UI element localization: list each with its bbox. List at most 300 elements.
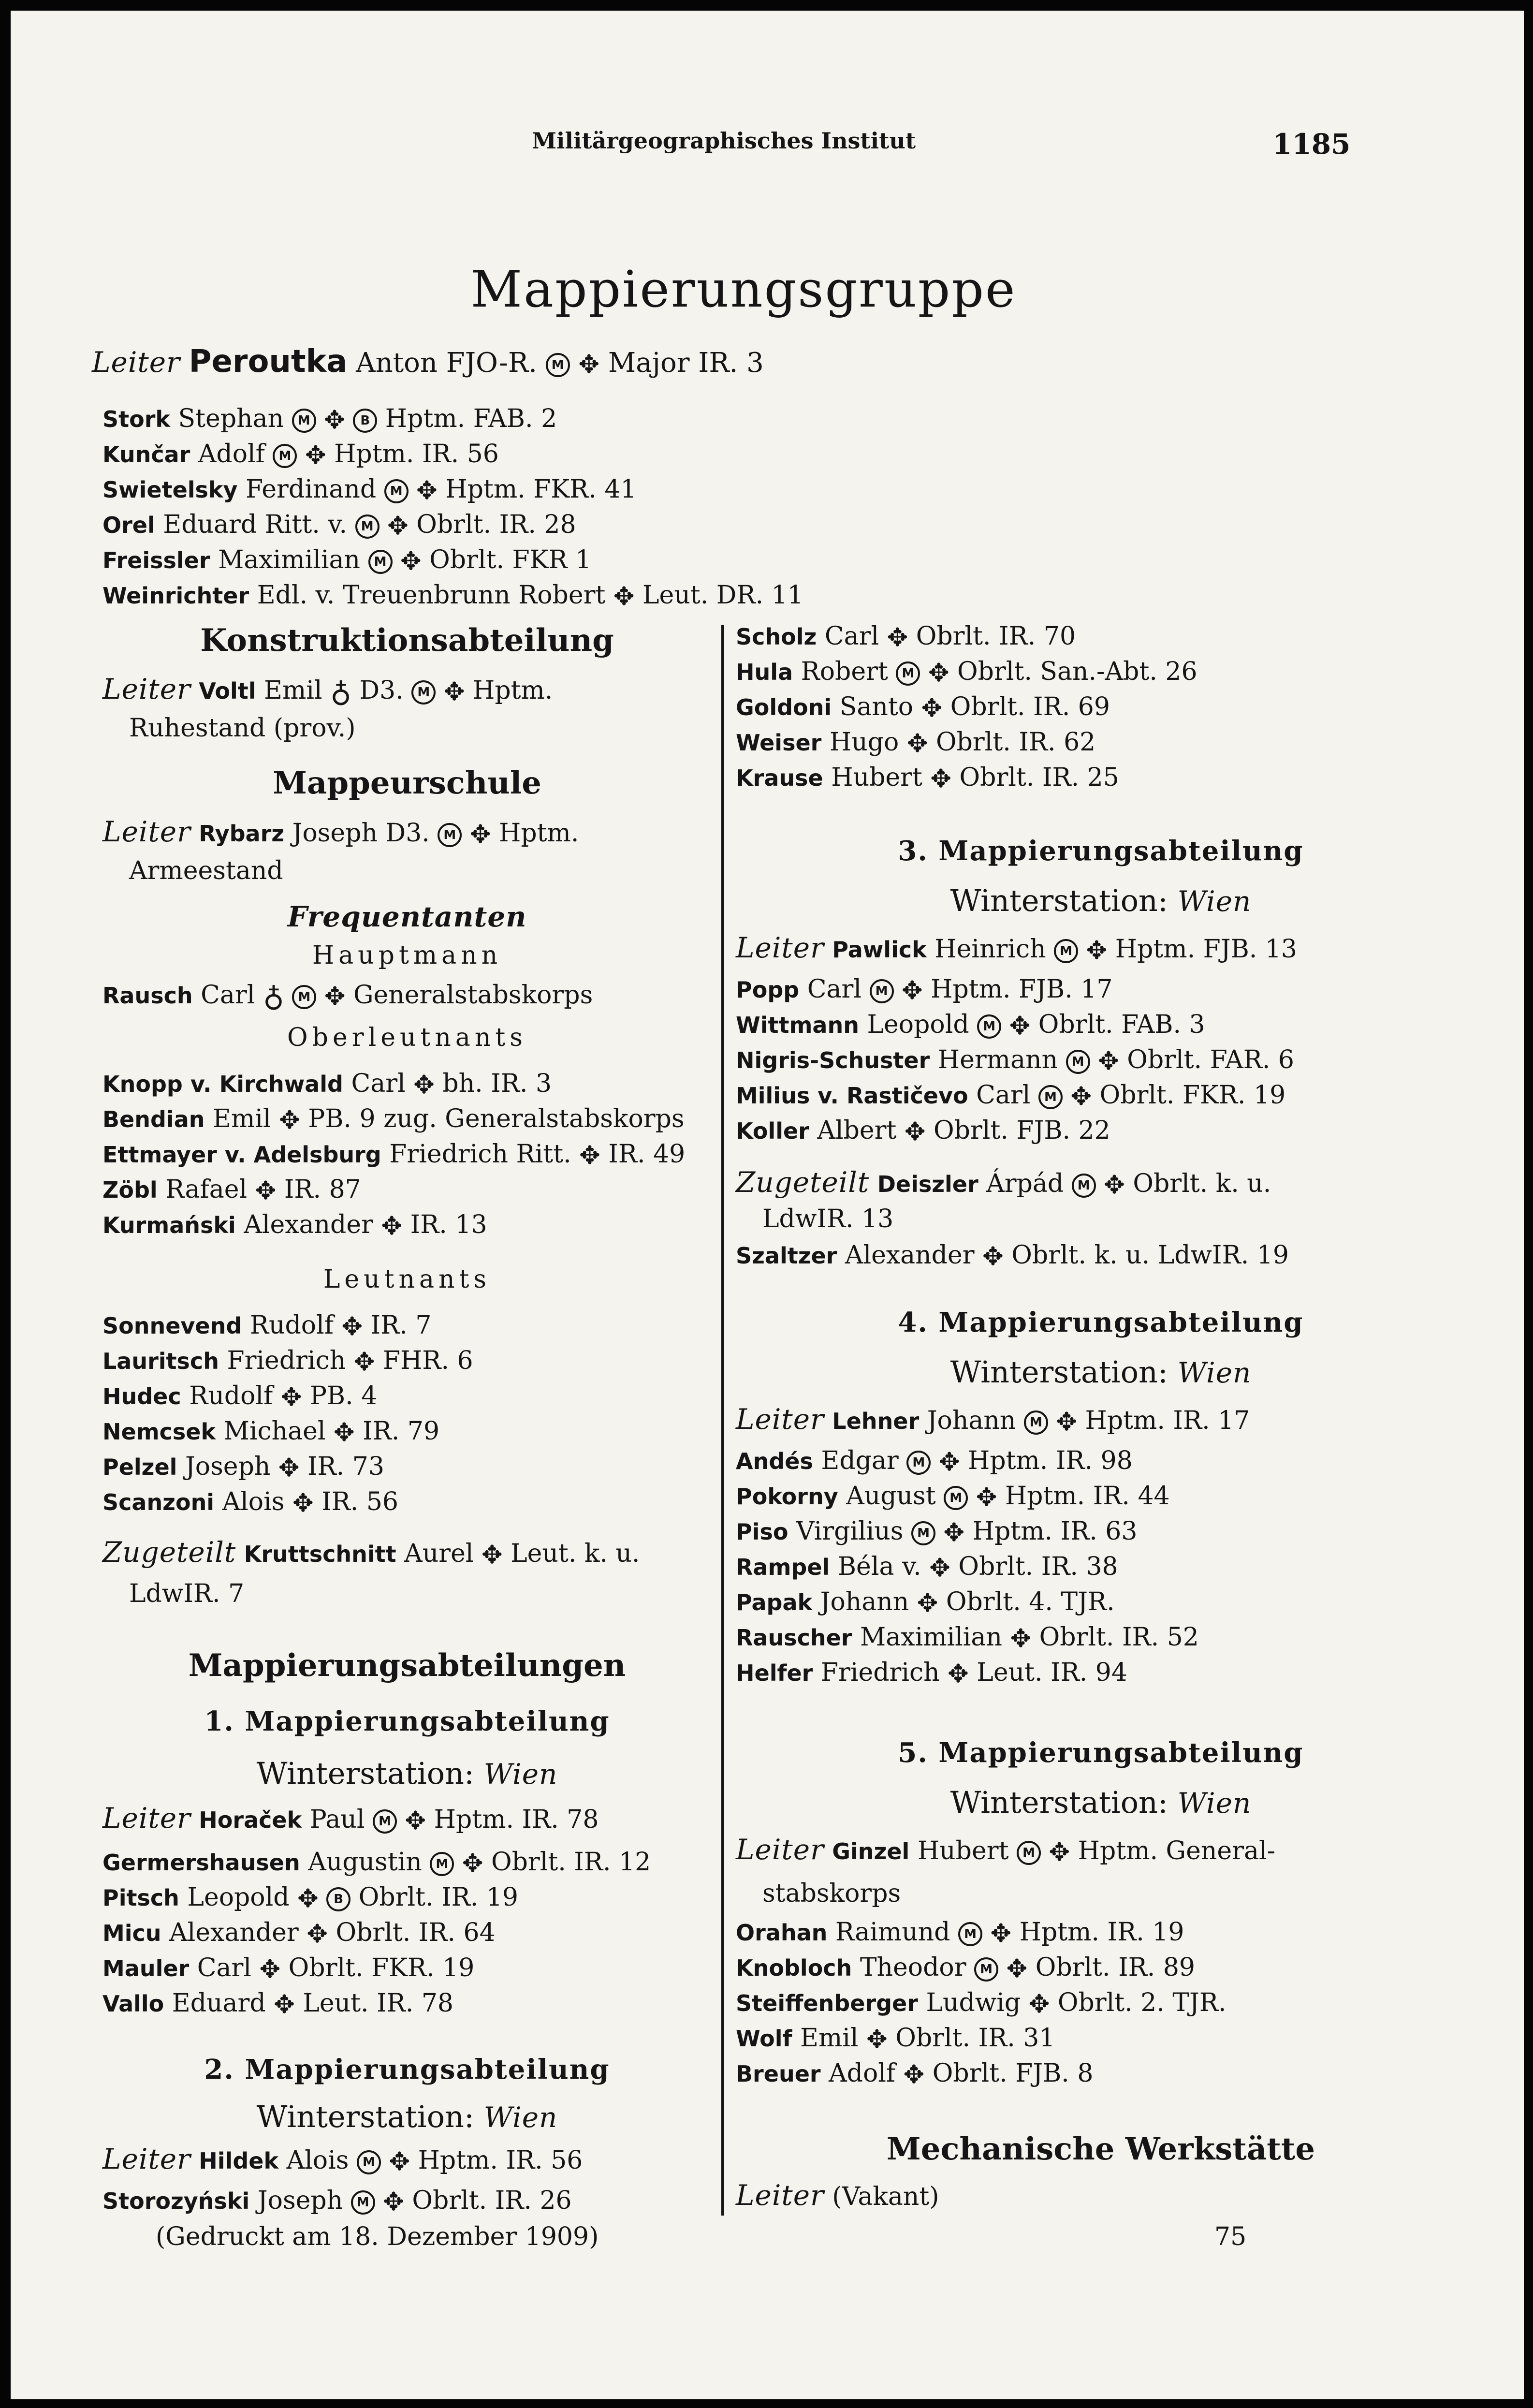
- member-row: [102, 1382, 377, 1412]
- first-name: Hubert: [917, 1836, 1009, 1865]
- first-name: Edgar: [821, 1446, 899, 1475]
- surname: Hildek: [199, 2148, 279, 2174]
- first-name: Rudolf: [249, 1311, 334, 1340]
- rank: Leut. IR. 94: [977, 1658, 1127, 1687]
- surname: Kurmański: [102, 1212, 236, 1238]
- surname: Nigris-Schuster: [736, 1047, 930, 1073]
- first-name: Virgilius: [796, 1517, 904, 1546]
- winter-label: Winterstation:: [950, 883, 1168, 918]
- m-icon: M: [977, 1014, 1001, 1039]
- cross-icon: ✥: [279, 1105, 300, 1135]
- cross-icon: ✥: [324, 405, 345, 435]
- surname: Rauscher: [736, 1625, 852, 1651]
- cross-icon: ✥: [341, 1312, 363, 1341]
- surname: Krause: [736, 765, 823, 791]
- cross-icon: ✥: [1006, 1954, 1028, 1983]
- first-name: Friedrich Ritt.: [389, 1140, 571, 1169]
- m-icon: M: [411, 680, 436, 705]
- surname: Piso: [736, 1519, 788, 1545]
- cross-icon: ✥: [613, 582, 635, 611]
- member-row: [736, 658, 1197, 688]
- first-name: Alois: [222, 1487, 285, 1516]
- first-name: Johann: [820, 1587, 909, 1616]
- cross-icon: ✥: [578, 350, 600, 379]
- member-row: [102, 581, 803, 611]
- first-name: Joseph: [257, 2186, 343, 2215]
- cross-icon: ✥: [902, 976, 923, 1005]
- member-row: [736, 1116, 1110, 1146]
- first-name: Johann: [927, 1406, 1016, 1435]
- section-heading: [736, 835, 1466, 867]
- continuation-row: [129, 714, 356, 743]
- first-name: Adolf: [829, 2059, 896, 2088]
- cross-icon: ✥: [383, 2187, 404, 2217]
- role-label: Zugeteilt: [736, 1166, 870, 1199]
- member-row: [736, 2024, 1055, 2054]
- leader-row: [736, 1834, 1275, 1867]
- role-label: Leiter: [102, 2143, 191, 2175]
- surname: Rampel: [736, 1554, 830, 1580]
- rank: Hptm. FJB. 17: [931, 975, 1113, 1004]
- cross-icon: ✥: [948, 1659, 969, 1689]
- continuation: Armeestand: [129, 856, 283, 885]
- continuation: stabskorps: [762, 1879, 901, 1908]
- surname: Rybarz: [199, 821, 285, 847]
- surname: Vallo: [102, 1991, 164, 2017]
- cross-icon: ✥: [1010, 1624, 1032, 1653]
- winter-label: Winterstation:: [256, 1756, 474, 1791]
- rank: Hptm. IR. 56: [418, 2146, 583, 2175]
- cross-icon: ✥: [280, 1382, 302, 1412]
- cross-icon: ✥: [381, 1211, 403, 1241]
- surname: Koller: [736, 1118, 809, 1144]
- rank: Obrlt. k. u. LdwIR. 19: [1011, 1241, 1289, 1270]
- member-row: [736, 1659, 1127, 1689]
- first-name: Alexander: [169, 1918, 299, 1947]
- rank: Obrlt. IR. 89: [1035, 1953, 1196, 1982]
- rank: Hptm.: [472, 676, 553, 705]
- leader-row: [736, 1403, 1250, 1437]
- member-row: [102, 1417, 439, 1447]
- continuation-row: [762, 1205, 893, 1234]
- first-name: Carl: [824, 622, 879, 651]
- role-label: Zugeteilt: [102, 1536, 236, 1569]
- first-name: Hermann: [937, 1045, 1058, 1074]
- city: Wien: [1177, 1787, 1252, 1820]
- first-name: Emil: [800, 2024, 859, 2053]
- rank: Hptm.: [499, 819, 579, 848]
- leader-row: [102, 1536, 640, 1570]
- cross-icon: ✥: [387, 511, 409, 541]
- member-row: [102, 1919, 496, 1949]
- first-name: Albert: [817, 1116, 897, 1145]
- first-name: Alexander: [244, 1210, 373, 1239]
- rank: Hptm. IR. 56: [334, 440, 499, 469]
- rank: IR. 87: [284, 1175, 361, 1204]
- member-row: [102, 1347, 473, 1377]
- member-row: [102, 1070, 552, 1100]
- surname: Goldoni: [736, 694, 832, 720]
- surname: Rausch: [102, 983, 193, 1009]
- subheading: [102, 1265, 712, 1294]
- rank: Obrlt. FJB. 22: [934, 1116, 1110, 1145]
- surname: Stork: [102, 406, 170, 432]
- city: Wien: [1177, 1356, 1252, 1389]
- surname: Nemcsek: [102, 1419, 216, 1445]
- rank: Obrlt. FKR. 19: [288, 1953, 475, 1982]
- heading-text: Konstruktionsabteilung: [200, 622, 614, 659]
- cross-icon: ✥: [1028, 1989, 1050, 2019]
- cross-icon: ✥: [274, 1990, 295, 2019]
- first-name: Árpád: [986, 1169, 1064, 1198]
- rank: Obrlt. FJB. 8: [932, 2059, 1094, 2088]
- surname: Hula: [736, 659, 793, 685]
- first-name: Maximilian: [218, 545, 360, 574]
- first-name: Stephan: [178, 404, 284, 433]
- rank: Obrlt. FKR. 19: [1099, 1081, 1286, 1110]
- cross-icon: ✥: [482, 1540, 503, 1570]
- first-name: Adolf: [198, 440, 265, 469]
- surname: Milius v. Rastičevo: [736, 1083, 968, 1109]
- cross-icon: ✥: [405, 1806, 426, 1835]
- leader-row: [736, 932, 1297, 965]
- member-row: [102, 1175, 361, 1205]
- cross-icon: ✥: [1049, 1837, 1070, 1867]
- surname: Ginzel: [832, 1838, 910, 1865]
- page: [11, 11, 1524, 2399]
- cross-icon: ✥: [353, 1347, 375, 1377]
- leader-rank: Major IR. 3: [608, 347, 764, 379]
- page-title: Mappierungsgruppe: [470, 260, 1017, 319]
- rank: Hptm. General-: [1078, 1836, 1276, 1865]
- surname: Bendian: [102, 1106, 205, 1132]
- m-icon: M: [974, 1957, 998, 1982]
- first-name: Heinrich: [934, 935, 1046, 964]
- first-name: Alexander: [845, 1241, 975, 1270]
- member-row: [736, 1081, 1285, 1111]
- surname: Breuer: [736, 2061, 821, 2087]
- m-icon: M: [906, 1451, 931, 1475]
- first-name: Santo: [839, 692, 914, 721]
- first-name: Theodor: [860, 1953, 966, 1982]
- member-row: [736, 1989, 1226, 2019]
- m-icon: M: [896, 661, 920, 686]
- continuation-row: [129, 857, 283, 886]
- surname: Lehner: [832, 1408, 920, 1434]
- cross-icon: ✥: [416, 476, 438, 505]
- subheading: [102, 900, 712, 934]
- running-header: Militärgeographisches Institut: [532, 128, 916, 154]
- first-name: Friedrich: [820, 1658, 940, 1687]
- cross-icon: ✥: [904, 1117, 926, 1146]
- first-name: Carl: [351, 1069, 406, 1098]
- heading-text: 1. Mappierungsabteilung: [204, 1705, 610, 1737]
- member-row: [736, 1918, 1184, 1948]
- m-icon: M: [1024, 1410, 1048, 1435]
- surname: Swietelsky: [102, 477, 238, 503]
- member-row: [102, 1488, 398, 1518]
- surname: Pelzel: [102, 1454, 177, 1480]
- cross-icon: ✥: [389, 2147, 410, 2176]
- member-row: [102, 1311, 431, 1341]
- first-name: Hugo: [829, 728, 899, 757]
- rank: IR. 7: [370, 1311, 432, 1340]
- first-name: Maximilian: [860, 1623, 1002, 1652]
- rank: Obrlt. FAB. 3: [1038, 1010, 1205, 1039]
- first-name: Carl: [976, 1081, 1031, 1110]
- cross-icon: ✥: [1086, 936, 1108, 965]
- heading-text: 5. Mappierungsabteilung: [898, 1737, 1304, 1769]
- cross-icon: ✥: [278, 1453, 300, 1483]
- surname: Deiszler: [877, 1171, 978, 1197]
- member-row: [736, 1953, 1195, 1983]
- continuation: LdwIR. 7: [129, 1579, 245, 1608]
- surname: Helfer: [736, 1660, 813, 1686]
- leader-row: [102, 1802, 599, 1835]
- page-number: 1185: [1272, 128, 1351, 161]
- heading-text: 2. Mappierungsabteilung: [204, 2054, 610, 2085]
- rank: Obrlt. IR. 70: [916, 622, 1076, 651]
- surname: Wolf: [736, 2026, 792, 2052]
- first-name: Joseph: [185, 1452, 271, 1481]
- surname: Ettmayer v. Adelsburg: [102, 1142, 381, 1168]
- subheading-text: Leutnants: [323, 1265, 491, 1294]
- winterstation: [102, 1756, 712, 1791]
- cross-icon: ✥: [938, 1447, 960, 1477]
- surname: Orahan: [736, 1920, 828, 1946]
- member-row: [736, 1588, 1115, 1618]
- cross-icon: ✥: [307, 1919, 328, 1949]
- rank: Leut. k. u.: [511, 1539, 640, 1568]
- cross-icon: ✥: [887, 623, 908, 652]
- heading-text: 3. Mappierungsabteilung: [898, 835, 1304, 867]
- member-row: [736, 693, 1110, 723]
- sheet-number: 75: [1214, 2222, 1247, 2251]
- rank: Obrlt. FAR. 6: [1127, 1045, 1295, 1074]
- first-name: Ludwig: [926, 1988, 1021, 2017]
- surname: Scanzoni: [102, 1489, 215, 1515]
- cross-icon: ✥: [990, 1919, 1012, 1948]
- cross-icon: ✥: [469, 820, 491, 849]
- member-row: [736, 1553, 1118, 1583]
- rank: FHR. 6: [382, 1346, 473, 1375]
- rank: Hptm. FKR. 41: [445, 475, 637, 504]
- cross-icon: ✥: [906, 729, 928, 758]
- rank: Hptm. IR. 63: [972, 1517, 1138, 1546]
- cross-icon: ✥: [866, 2025, 888, 2054]
- footnote-text: (Gedruckt am 18. Dezember 1909): [156, 2222, 599, 2251]
- cross-icon: ✥: [305, 440, 326, 470]
- surname: Zöbl: [102, 1177, 158, 1203]
- b-icon: B: [326, 1887, 350, 1911]
- subheading-text: Frequentanten: [287, 900, 527, 933]
- first-name: Joseph: [292, 819, 378, 848]
- cross-icon: ✥: [976, 1483, 997, 1512]
- surname: Wittmann: [736, 1012, 859, 1038]
- rank: Obrlt. IR. 12: [491, 1848, 651, 1877]
- continuation: LdwIR. 13: [762, 1204, 894, 1233]
- rank: Obrlt. IR. 52: [1039, 1623, 1199, 1652]
- leader-row: [102, 673, 553, 709]
- m-icon: M: [430, 1852, 454, 1876]
- winterstation: [736, 1785, 1466, 1820]
- first-name: August: [846, 1482, 936, 1511]
- role-label: Leiter: [736, 1403, 824, 1436]
- rank: Obrlt. IR. 62: [935, 728, 1096, 757]
- winter-label: Winterstation:: [256, 2099, 474, 2134]
- role-label: Leiter: [102, 1802, 191, 1835]
- m-icon: M: [911, 1521, 935, 1545]
- member-row: [736, 1623, 1199, 1653]
- surname: Pokorny: [736, 1483, 838, 1510]
- leader-row: [102, 2143, 583, 2176]
- member-row: [736, 2059, 1093, 2089]
- member-row: [102, 2187, 572, 2217]
- leader-row: [736, 2179, 939, 2212]
- first-name: Aurel: [404, 1539, 474, 1568]
- group-leader: [92, 344, 764, 380]
- section-heading: [102, 2054, 712, 2085]
- first-name: Carl: [807, 975, 861, 1004]
- leader-name: Peroutka: [189, 344, 348, 380]
- first-name: Eduard: [172, 1989, 266, 2018]
- surname: Szaltzer: [736, 1243, 837, 1269]
- member-row: [736, 975, 1112, 1005]
- member-row: [102, 546, 591, 576]
- section-heading: [102, 622, 712, 659]
- surname: Horaček: [199, 1807, 302, 1833]
- first-name: Emil: [213, 1104, 271, 1133]
- cross-icon: ✥: [255, 1176, 277, 1205]
- member-row: [102, 1883, 518, 1913]
- cross-icon: ✥: [292, 1488, 314, 1518]
- rank: Obrlt. IR. 38: [958, 1552, 1118, 1581]
- leader-label: Leiter: [92, 346, 180, 379]
- first-name: Leopold: [867, 1010, 969, 1039]
- member-row: [102, 1989, 453, 2019]
- role-label: Leiter: [736, 931, 824, 964]
- m-icon: M: [1066, 1050, 1090, 1074]
- rank: Generalstabskorps: [353, 981, 593, 1010]
- surname: Lauritsch: [102, 1348, 219, 1374]
- rank: Obrlt. IR. 19: [358, 1883, 518, 1912]
- m-icon: M: [546, 353, 570, 377]
- footnote: [156, 2223, 599, 2252]
- mid: D3.: [385, 819, 430, 848]
- m-icon: M: [870, 979, 894, 1003]
- heading-text: Mappeurschule: [273, 765, 541, 801]
- m-icon: M: [384, 479, 409, 503]
- member-row: [102, 980, 593, 1013]
- rank: IR. 79: [363, 1417, 440, 1446]
- rank: IR. 13: [410, 1210, 487, 1239]
- subheading: [102, 1024, 712, 1053]
- m-icon: M: [1038, 1085, 1063, 1109]
- surname: Kruttschnitt: [244, 1541, 396, 1567]
- cross-icon: ✥: [462, 1849, 483, 1878]
- member-row: [102, 1954, 474, 1984]
- first-name: Leopold: [187, 1883, 290, 1912]
- winter-label: Winterstation:: [950, 1785, 1168, 1820]
- member-row: [102, 405, 557, 435]
- member-row: [736, 1046, 1294, 1076]
- rank: IR. 73: [307, 1452, 384, 1481]
- cross-icon: ✥: [943, 1518, 965, 1547]
- cross-icon: ✥: [928, 658, 949, 688]
- first-name: Eduard Ritt. v.: [163, 510, 348, 539]
- cross-icon: ✥: [297, 1884, 319, 1913]
- member-row: [736, 622, 1076, 652]
- continuation-row: [129, 1580, 244, 1609]
- rank: Obrlt. 4. TJR.: [946, 1587, 1115, 1616]
- continuation-row: [762, 1879, 901, 1909]
- rank: Obrlt. FKR 1: [429, 545, 592, 574]
- first-name: Emil: [264, 676, 322, 705]
- role-label: Leiter: [102, 815, 191, 848]
- m-icon: M: [438, 823, 462, 847]
- m-icon: M: [958, 1922, 982, 1946]
- rank: Obrlt. IR. 28: [416, 510, 576, 539]
- surname: Weiser: [736, 730, 822, 756]
- cross-icon: ✥: [443, 677, 465, 706]
- first-name: Béla v.: [837, 1552, 921, 1581]
- leader-row: [736, 1166, 1271, 1200]
- section-heading: [736, 1307, 1466, 1338]
- cross-icon: ✥: [400, 546, 422, 576]
- cross-icon: ✥: [930, 764, 951, 793]
- member-row: [102, 475, 637, 505]
- mid: D3.: [359, 676, 404, 705]
- winterstation: [736, 883, 1466, 918]
- rank: Hptm. IR. 44: [1005, 1482, 1170, 1511]
- m-icon: M: [1017, 1841, 1041, 1865]
- rank: Hptm. IR. 17: [1085, 1406, 1250, 1435]
- first-name: Rafael: [165, 1175, 248, 1204]
- rank: Hptm. IR. 19: [1019, 1918, 1184, 1947]
- rank: Hptm. IR. 78: [434, 1805, 599, 1834]
- member-row: [102, 1848, 651, 1878]
- ring-icon: ♁: [330, 675, 351, 709]
- role-label: Leiter: [736, 1833, 824, 1866]
- surname: Knopp v. Kirchwald: [102, 1071, 343, 1097]
- first-name: Carl: [197, 1953, 252, 1982]
- surname: Sonnevend: [102, 1313, 242, 1339]
- cross-icon: ✥: [921, 693, 943, 723]
- cross-icon: ✥: [1104, 1170, 1125, 1200]
- role-label: Leiter: [102, 673, 191, 705]
- rank: IR. 49: [608, 1140, 686, 1169]
- city: Wien: [483, 1758, 558, 1791]
- member-row: [102, 1140, 685, 1170]
- surname: Scholz: [736, 624, 817, 650]
- cross-icon: ✥: [917, 1588, 938, 1618]
- m-icon: M: [355, 514, 380, 539]
- rank: PB. 9 zug. Generalstabskorps: [308, 1104, 685, 1133]
- member-row: [736, 728, 1095, 758]
- member-row: [102, 511, 576, 541]
- rank: Obrlt. 2. TJR.: [1057, 1988, 1226, 2017]
- surname: Storozyński: [102, 2188, 250, 2214]
- winterstation: [102, 2100, 712, 2134]
- m-icon: M: [1072, 1174, 1096, 1198]
- first-name: Hubert: [831, 763, 922, 792]
- heading-text: Mechanische Werkstätte: [886, 2131, 1315, 2167]
- first-name: Alois: [286, 2146, 349, 2175]
- m-icon: M: [351, 2190, 375, 2215]
- continuation: Ruhestand (prov.): [129, 714, 356, 743]
- section-heading: [736, 2131, 1466, 2167]
- ring-icon: ♁: [263, 980, 284, 1013]
